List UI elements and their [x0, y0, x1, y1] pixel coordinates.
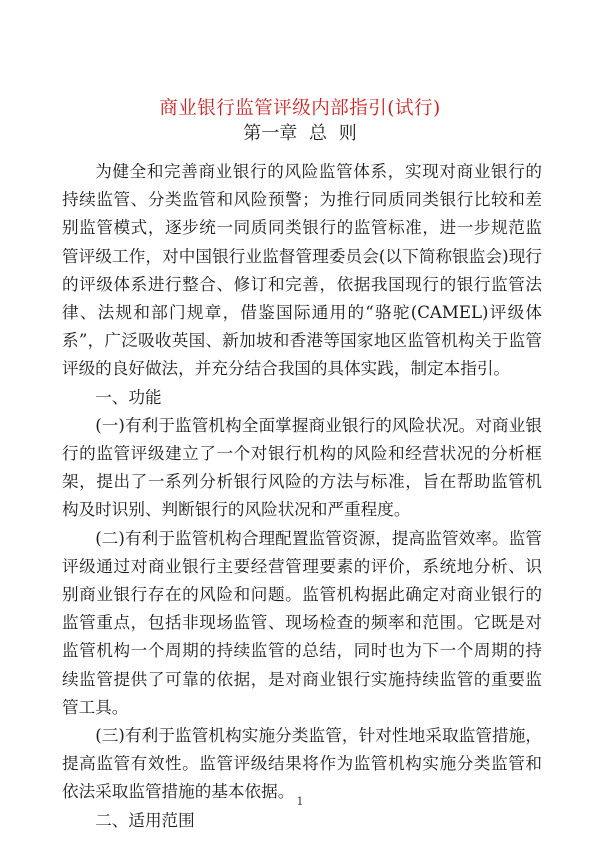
paragraph-item-1: (一)有利于监管机构全面掌握商业银行的风险状况。对商业银行的监管评级建立了一个对银行机构的风险和经营状况的分析框架，提出了一系列分析银行风险的方法与标准，旨在帮助监管机构及时识别、判断银行的风险状况和严重程度。 [62, 415, 542, 520]
document-body [62, 158, 542, 835]
chapter-heading: 第一章 总 则 [243, 123, 357, 144]
document-title: 商业银行监管评级内部指引(试行) [159, 98, 441, 119]
paragraph-item-2: (二)有利于监管机构合理配置监管资源，提高监管效率。监管评级通过对商业银行主要经营管理要素的评价，系统地分析、识别商业银行存在的风险和问题。监管机构据此确定对商业银行的监管重点，包括非现场监管、现场检查的频率和范围。它既是对监管机构一个周期的持续监管的总结，同时也为下一个周期的持续监管提供了可靠的依据，是对商业银行实施持续监管的重要监管工具。 [62, 528, 542, 717]
paragraph-item-3: (三)有利于监管机构实施分类监管，针对性地采取监管措施，提高监管有效性。监管评级结果将作为监管机构实施分类监管和依法采取监管措施的基本依据。 [62, 726, 542, 802]
section-heading-scope: 二、适用范围 [95, 810, 195, 830]
page-number: 1 [296, 795, 304, 808]
paragraph-preamble: 为健全和完善商业银行的风险监管体系，实现对商业银行的持续监管、分类监管和风险预警；为推行同质同类银行比较和差别监管模式，逐步统一同质同类银行的监管标准，进一步规范监管评级工作，对中国银行业监督管理委员会(以下简称银监会)现行的评级体系进行整合、修订和完善，依据我国现行的银行监管法律、法规和部门规章，借鉴国际通用的“骆驼(CAMEL)评级体系”，广泛吸收英国、新加坡和香港等国家地区监管机构关于监管评级的良好做法，并充分结合我国的具体实践，制定本指引。 [62, 162, 542, 379]
section-heading-function: 一、功能 [95, 387, 162, 407]
